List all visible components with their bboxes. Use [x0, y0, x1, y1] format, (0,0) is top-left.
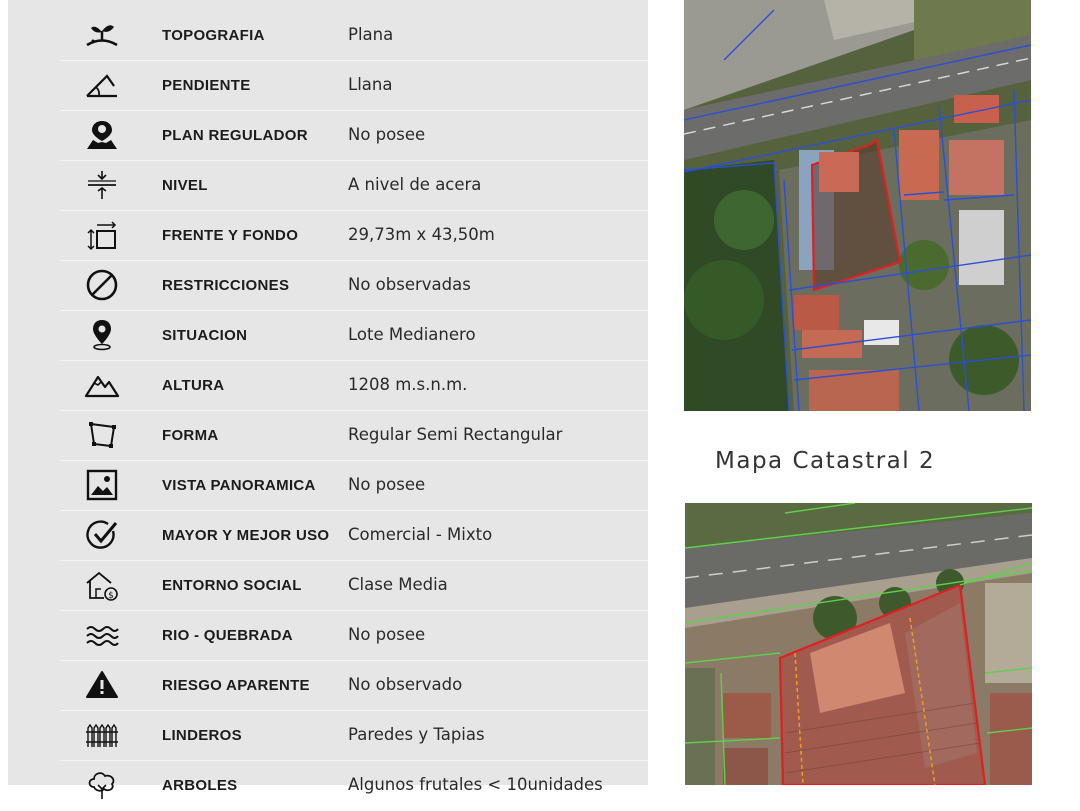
detail-row-vista-panoramica — [60, 461, 648, 511]
terrain-sprout-icon — [84, 19, 120, 51]
detail-label: MAYOR Y MEJOR USO — [162, 527, 330, 544]
detail-value: Algunos frutales < 10unidades — [348, 775, 603, 794]
detail-row-pendiente — [60, 61, 648, 111]
detail-value: No posee — [348, 475, 426, 494]
detail-label: LINDEROS — [162, 727, 242, 744]
detail-row-nivel — [60, 161, 648, 211]
map-caption-2: Mapa Catastral 2 — [715, 448, 936, 474]
detail-value: Llana — [348, 75, 393, 94]
svg-text:$: $ — [108, 591, 114, 601]
detail-row-topografia — [60, 11, 648, 61]
detail-label: NIVEL — [162, 177, 208, 194]
detail-label: FRENTE Y FONDO — [162, 227, 299, 244]
detail-value: Regular Semi Rectangular — [348, 425, 563, 444]
level-arrows-icon — [84, 169, 120, 201]
detail-label: FORMA — [162, 427, 219, 444]
detail-row-riesgo-aparente — [60, 661, 648, 711]
house-money-icon — [84, 569, 120, 601]
detail-value: 1208 m.s.n.m. — [348, 375, 468, 394]
slope-angle-icon — [84, 69, 120, 101]
picture-icon — [84, 469, 120, 501]
detail-row-restricciones — [60, 261, 648, 311]
location-pin-icon — [84, 319, 120, 351]
detail-value: Comercial - Mixto — [348, 525, 493, 544]
detail-value: No posee — [348, 625, 426, 644]
detail-label: TOPOGRAFIA — [162, 27, 265, 44]
cadastral-map-2 — [685, 503, 1032, 785]
detail-value: Lote Medianero — [348, 325, 476, 344]
dimensions-icon — [84, 219, 120, 251]
detail-row-frente-y-fondo — [60, 211, 648, 261]
water-waves-icon — [84, 619, 120, 651]
detail-value: 29,73m x 43,50m — [348, 225, 495, 244]
detail-value: Clase Media — [348, 575, 448, 594]
detail-label: PLAN REGULADOR — [162, 127, 308, 144]
cadastral-map-1 — [684, 0, 1031, 411]
detail-row-mayor-y-mejor-uso — [60, 511, 648, 561]
check-circle-icon — [84, 519, 120, 551]
detail-label: SITUACION — [162, 327, 248, 344]
mountain-icon — [84, 369, 120, 401]
detail-value: No observadas — [348, 275, 471, 294]
detail-row-arboles — [60, 761, 648, 811]
map-pin-person-icon — [84, 119, 120, 151]
detail-label: VISTA PANORAMICA — [162, 477, 316, 494]
detail-value: Paredes y Tapias — [348, 725, 485, 744]
detail-row-plan-regulador — [60, 111, 648, 161]
detail-label: PENDIENTE — [162, 77, 251, 94]
detail-row-altura — [60, 361, 648, 411]
detail-label: ENTORNO SOCIAL — [162, 577, 302, 594]
detail-label: ALTURA — [162, 377, 225, 394]
detail-label: ARBOLES — [162, 777, 238, 794]
detail-value: No posee — [348, 125, 426, 144]
detail-label: RIESGO APARENTE — [162, 677, 310, 694]
detail-row-situacion — [60, 311, 648, 361]
detail-row-rio-quebrada — [60, 611, 648, 661]
warning-triangle-icon — [84, 669, 120, 701]
detail-label: RESTRICCIONES — [162, 277, 290, 294]
detail-value: A nivel de acera — [348, 175, 482, 194]
tree-icon — [84, 769, 120, 801]
prohibited-icon — [84, 269, 120, 301]
detail-row-linderos — [60, 711, 648, 761]
detail-row-entorno-social — [60, 561, 648, 611]
detail-value: No observado — [348, 675, 463, 694]
detail-row-forma — [60, 411, 648, 461]
detail-label: RIO - QUEBRADA — [162, 627, 293, 644]
fence-icon — [84, 719, 120, 751]
shape-polygon-icon — [84, 419, 120, 451]
detail-value: Plana — [348, 25, 394, 44]
